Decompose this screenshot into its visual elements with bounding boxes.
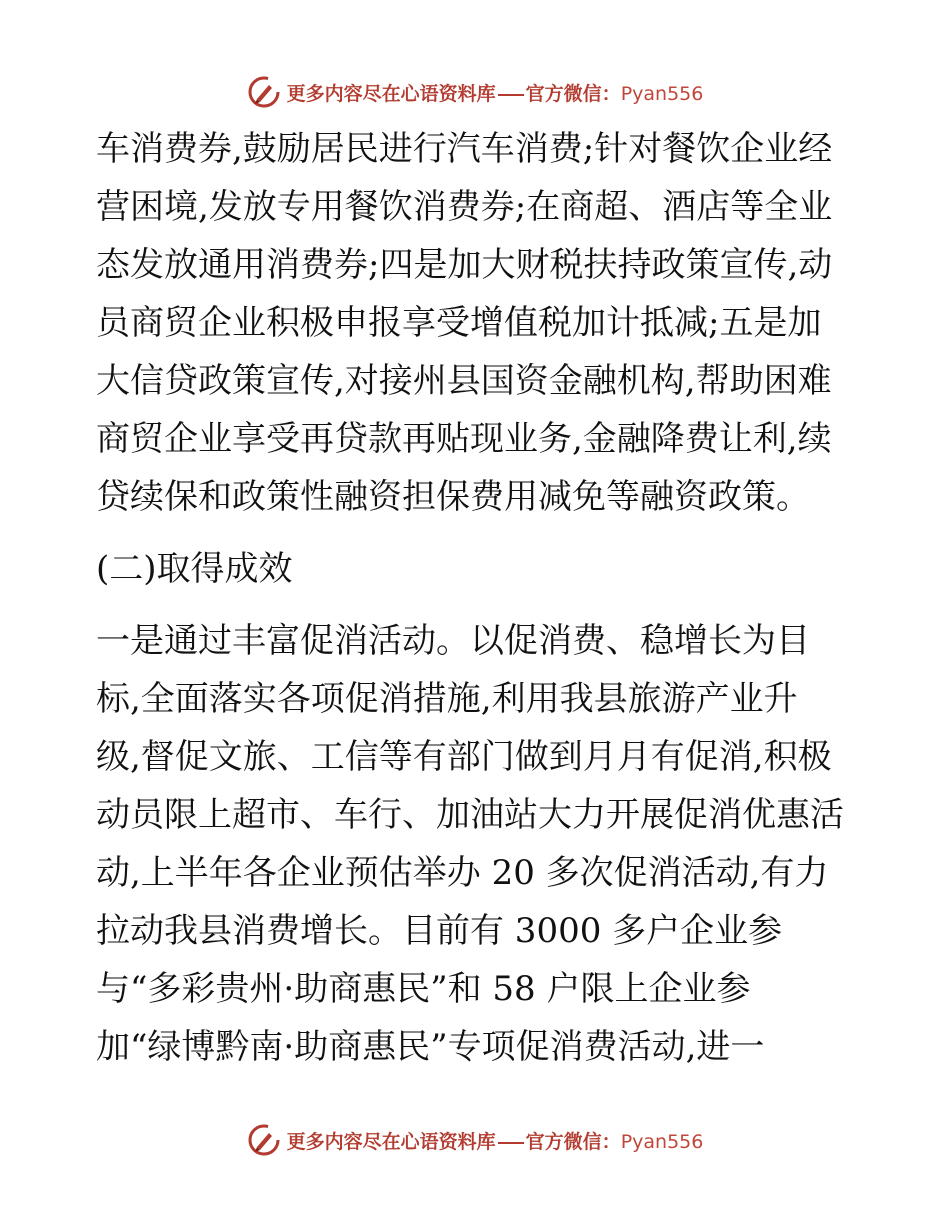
text-line: 拉动我县消费增长。目前有 3000 多户企业参: [96, 911, 783, 951]
header-watermark: [0, 72, 950, 112]
text-line: (二)取得成效: [96, 549, 293, 589]
text-line: 态发放通用消费券;四是加大财税扶持政策宣传,动: [96, 245, 833, 285]
text-line: 动,上半年各企业预估举办 20 多次促消活动,有力: [96, 853, 829, 893]
text-line: 动员限上超市、车行、加油站大力开展促消优惠活: [96, 795, 844, 835]
watermark-account: Pyan556: [620, 1130, 704, 1153]
text-line: 一是通过丰富促消活动。以促消费、稳增长为目: [96, 621, 810, 661]
text-line: 营困境,发放专用餐饮消费券;在商超、酒店等全业: [96, 187, 833, 227]
watermark-account: Pyan556: [620, 82, 704, 105]
text-line: 与“多彩贵州·助商惠民”和 58 户限上企业参: [96, 969, 751, 1009]
paragraph: [96, 120, 854, 526]
document-body: [96, 120, 854, 1076]
footer-watermark: [0, 1120, 950, 1160]
text-line: 员商贸企业积极申报享受增值税加计抵减;五是加: [96, 303, 822, 343]
text-line: 级,督促文旅、工信等有部门做到月月有促消,积极: [96, 737, 832, 777]
watermark-text: 更多内容尽在心语资料库 官方微信：Pyan556: [286, 82, 704, 105]
paragraph: [96, 612, 854, 1076]
text-line: 加“绿博黔南·助商惠民”专项促消费活动,进一: [96, 1027, 765, 1067]
pen-logo-icon: [247, 75, 281, 109]
watermark-text: 更多内容尽在心语资料库 官方微信：Pyan556: [286, 1130, 704, 1153]
text-line: 商贸企业享受再贷款再贴现业务,金融降费让利,续: [96, 419, 832, 459]
text-line: 标,全面落实各项促消措施,利用我县旅游产业升: [96, 679, 798, 719]
section-heading: [96, 540, 854, 598]
text-line: 大信贷政策宣传,对接州县国资金融机构,帮助困难: [96, 361, 832, 401]
pen-logo-icon: [247, 1123, 281, 1157]
text-line: 车消费券,鼓励居民进行汽车消费;针对餐饮企业经: [96, 129, 833, 169]
text-line: 贷续保和政策性融资担保费用减免等融资政策。: [96, 477, 810, 517]
